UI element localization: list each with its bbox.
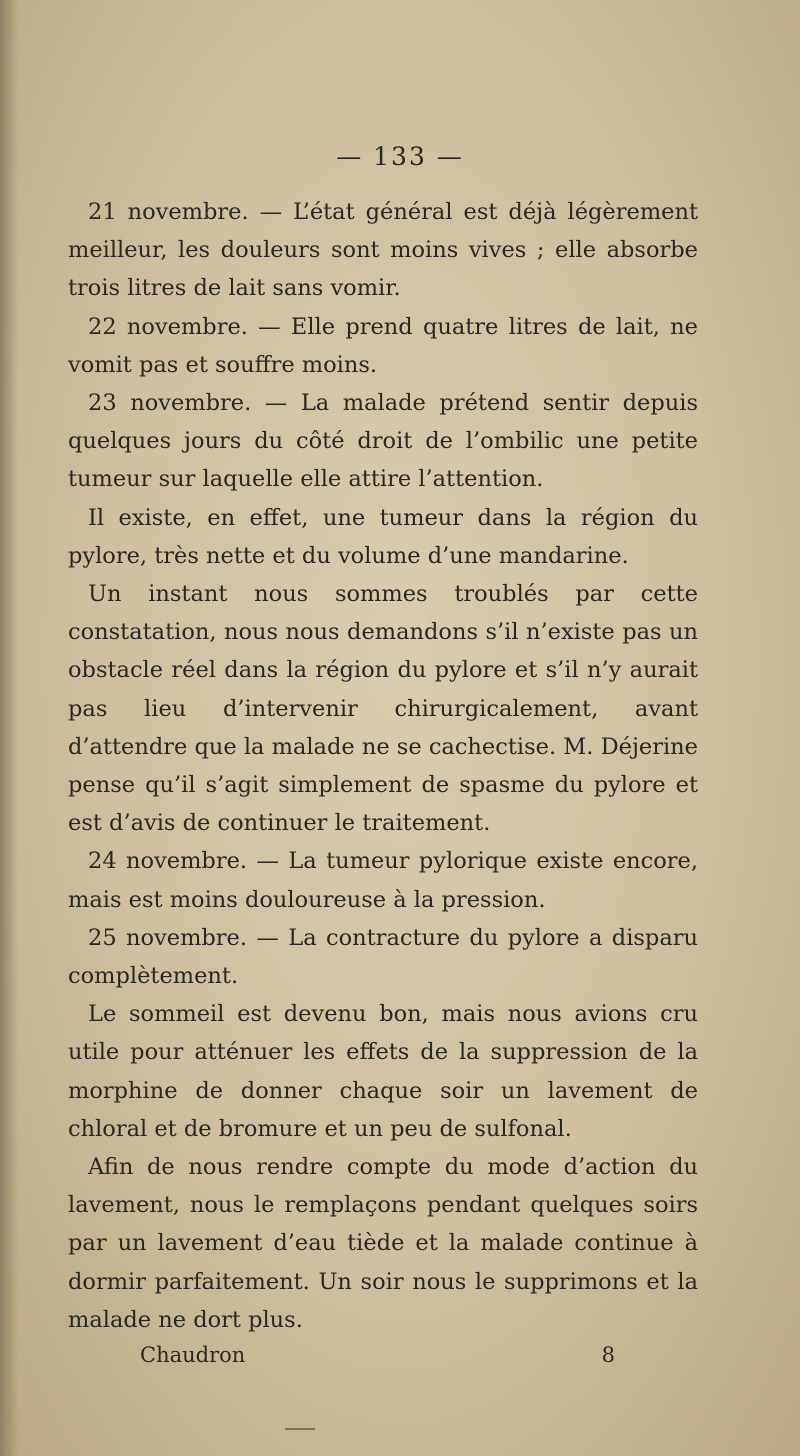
paragraph: 21 novembre. — L’état général est déjà légèrement meilleur, les douleurs sont moins vives ; elle absorbe trois litres de lait sans vomir.	[68, 199, 698, 302]
page-number-header: — 133 —	[336, 142, 464, 171]
paragraph: Il existe, en effet, une tumeur dans la région du pylore, très nette et du volume d’une mandarine.	[68, 504, 698, 569]
paragraph: Le sommeil est devenu bon, mais nous avions cru utile pour atténuer les effets de la suppression de la morphine de donner chaque soir un lavement de chloral et de bromure et un peu de sulfonal.	[68, 1001, 698, 1142]
paragraph: 22 novembre. — Elle prend quatre litres de lait, ne vomit pas et souffre moins.	[68, 313, 698, 378]
paragraph: 25 novembre. — La contracture du pylore a disparu complètement.	[68, 924, 698, 990]
bottom-dash-mark	[285, 1428, 315, 1430]
paragraph: Un instant nous sommes troublés par cette constatation, nous nous demandons s’il n’existe pas un obstacle réel dans la région du pylore et s’il n’y aurait pas lieu d’intervenir chirurgicalement, avant d’attendre que la malade ne se cachectise. M. Déjerine pense qu’il s’agit simplement de spasme du pylore et est d’avis de continuer le traitement.	[68, 581, 698, 837]
page-edge-shadow	[0, 0, 18, 1456]
paragraph: 24 novembre. — La tumeur pylorique existe encore, mais est moins douloureuse à la pression.	[68, 848, 698, 913]
page-footer	[140, 1343, 615, 1367]
paragraph: Afin de nous rendre compte du mode d’action du lavement, nous le remplaçons pendant quelques soirs par un lavement d’eau tiède et la malade continue à dormir parfaitement. Un soir nous le supprimons et la malade ne dort plus.	[68, 1154, 698, 1333]
footer-signature-mark: 8	[601, 1343, 615, 1367]
paragraph: 23 novembre. — La malade prétend sentir depuis quelques jours du côté droit de l’ombilic une petite tumeur sur laquelle elle attire l’attention.	[68, 390, 698, 493]
footer-author: Chaudron	[140, 1343, 246, 1367]
body-text	[68, 193, 698, 1339]
